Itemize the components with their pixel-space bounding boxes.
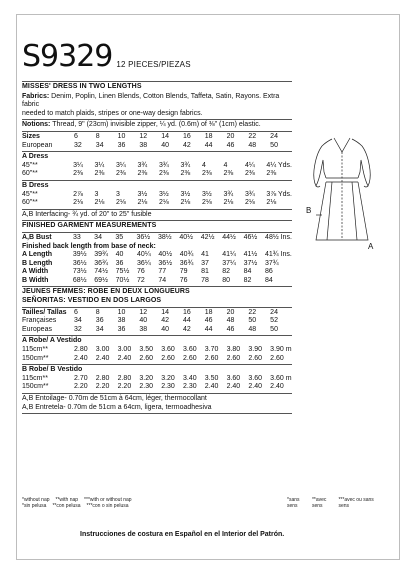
cell: 41¼: [222, 251, 236, 259]
footnote: **con pelusa: [52, 503, 81, 509]
cell: 35: [115, 233, 124, 241]
table-row: [22, 277, 292, 286]
cell: 36¼: [137, 259, 151, 267]
table-row: [22, 309, 292, 318]
cell: 2.40: [95, 354, 110, 362]
footnote: *sans sens: [287, 497, 300, 509]
divider: [22, 151, 292, 152]
cell: 74½: [94, 268, 108, 276]
length-width-table: [22, 251, 292, 285]
cell: 2⅜: [159, 170, 169, 178]
cell: 2.80: [95, 374, 110, 382]
table-row: [22, 268, 292, 277]
cell: 36½: [136, 233, 151, 241]
cell: 42½: [200, 233, 215, 241]
table-row: [22, 234, 292, 243]
fabrics-label: Fabrics:: [22, 92, 50, 100]
b-dress-heading: B Dress: [22, 181, 49, 189]
cell: 37¾: [265, 259, 279, 267]
cell: 3.20: [161, 374, 175, 382]
b-dress-table: [22, 191, 292, 208]
cell: 12: [139, 132, 148, 140]
cell: 2.60: [204, 354, 219, 362]
cell: 2.30: [182, 383, 197, 391]
cell: 22: [248, 308, 257, 316]
row-label: 45"**: [22, 161, 38, 169]
cell: 2⅛: [223, 199, 234, 207]
cell: 86: [265, 268, 273, 276]
cell: 2⅛: [116, 199, 126, 207]
divider: [22, 119, 292, 120]
cell: 44½: [222, 233, 236, 241]
entoilage-text: A,B Entoilage- 0.70m de 51cm à 64cm, léger, thermocollant: [22, 395, 207, 402]
row-label: B Length: [22, 259, 53, 267]
cell: 40¾: [179, 251, 194, 259]
divider: [22, 81, 292, 82]
cell: 2.40: [248, 383, 262, 391]
cell: 40: [161, 141, 169, 149]
table-row: [22, 317, 292, 326]
cell: 16: [182, 308, 191, 316]
divider: [22, 209, 292, 210]
cell: 81: [201, 268, 209, 276]
cell: 77: [158, 268, 167, 276]
cell: 79: [179, 268, 188, 276]
cell: 10: [117, 132, 126, 140]
cell: 24: [270, 132, 278, 140]
row-label: 150cm**: [22, 354, 49, 362]
row-label: Europeas: [22, 325, 52, 333]
cell: 34: [95, 141, 104, 149]
finished-title: FINISHED GARMENT MEASUREMENTS: [22, 222, 157, 230]
table-row: [22, 142, 292, 151]
table-row: [22, 170, 292, 179]
french-title: JEUNES FEMMES: ROBE EN DEUX LONGUEURS: [22, 288, 190, 296]
b-vestido-table: [22, 375, 292, 392]
divider: [22, 180, 292, 181]
yardage-table: [22, 133, 292, 150]
fabrics-line1: Denim, Poplin, Linen Blends, Cotton Blends, Taffeta, Satin, Rayons. Extra fabric: [22, 92, 280, 109]
divider: [22, 220, 292, 221]
cell: 36: [95, 317, 104, 325]
cell: 6: [74, 132, 78, 140]
cell: 42: [182, 141, 191, 149]
cell: 14: [161, 308, 169, 316]
cell: 2⅜: [73, 170, 83, 178]
cell: 3¾: [244, 190, 255, 198]
cell: 69½: [94, 276, 108, 284]
a-vestido-table: [22, 346, 292, 363]
row-label: B Width: [22, 276, 49, 284]
row-label: A,B Bust: [22, 233, 52, 241]
cell: 42: [182, 325, 191, 333]
row-label: 150cm**: [22, 383, 49, 391]
row-label: A Length: [22, 251, 53, 259]
table-row: [22, 260, 292, 269]
footnotes: [22, 497, 382, 509]
cell: 4: [201, 161, 206, 169]
cell: 34: [95, 325, 104, 333]
cell: 3¾: [159, 161, 169, 169]
spanish-title: SEÑORITAS: VESTIDO EN DOS LARGOS: [22, 297, 162, 305]
cell: 18: [204, 132, 213, 140]
divider: [22, 286, 292, 287]
cell: 36½: [158, 259, 173, 267]
cell: 38: [139, 325, 148, 333]
cell: 48½ Ins.: [265, 233, 292, 241]
cell: 3.80: [226, 346, 241, 354]
divider: [22, 131, 292, 132]
bust-table: [22, 234, 292, 243]
cell: 68½: [72, 276, 87, 284]
cell: 8: [95, 308, 100, 316]
pattern-number: S9329: [22, 39, 113, 74]
cell: 2.20: [95, 383, 110, 391]
cell: 3.90 m: [270, 346, 292, 354]
cell: 2.40: [117, 354, 132, 362]
cell: 2⅛: [201, 199, 212, 207]
cell: 2⅛: [266, 199, 277, 207]
cell: 46: [226, 141, 235, 149]
fabrics-text: [22, 93, 292, 119]
cell: 50: [270, 141, 278, 149]
row-label: 115cm**: [22, 374, 48, 382]
footnote: **avec sens: [311, 497, 327, 509]
cell: 46: [226, 325, 235, 333]
cell: 2⅛: [159, 199, 169, 207]
cell: 16: [182, 132, 191, 140]
cell: 32: [74, 325, 82, 333]
cell: 40¼: [137, 251, 151, 259]
cell: 3.60: [248, 374, 262, 382]
cell: 40: [161, 325, 169, 333]
cell: 76: [179, 276, 188, 284]
cell: 32: [74, 141, 82, 149]
cell: 3½: [137, 190, 148, 198]
view-a-label: A: [368, 242, 374, 251]
cell: 3.40: [182, 374, 197, 382]
cell: 3.50: [204, 374, 219, 382]
cell: 4¼ Yds.: [266, 161, 292, 169]
cell: 2⅜: [201, 170, 212, 178]
cell: 2⅞: [73, 190, 83, 198]
fabrics-line2: needed to match plaids, stripes or one-way design fabrics.: [22, 109, 203, 117]
cell: 2.60: [139, 354, 154, 362]
table-row: [22, 326, 292, 335]
cell: 4¼: [244, 161, 255, 169]
cell: 75½: [115, 268, 130, 276]
cell: 74: [158, 276, 167, 284]
cell: 41¾ Ins.: [265, 251, 292, 259]
back-length-heading: Finished back length from base of neck:: [22, 242, 156, 250]
cell: 34: [74, 317, 82, 325]
cell: 3.60 m: [270, 374, 292, 382]
cell: 2.60: [161, 354, 175, 362]
cell: 36: [117, 141, 126, 149]
cell: 3½: [201, 190, 212, 198]
cell: 84: [265, 276, 273, 284]
footnote: *without nap: [22, 497, 50, 503]
cell: 3.60: [161, 346, 175, 354]
cell: 2⅜: [266, 170, 277, 178]
footnote: ***with or without nap: [84, 497, 132, 503]
cell: 2.30: [161, 383, 175, 391]
cell: 3¼: [116, 161, 126, 169]
cell: 39¾: [94, 251, 108, 259]
cell: 3¼: [73, 161, 83, 169]
row-label: 45"**: [22, 190, 38, 198]
european-label: European: [22, 141, 53, 149]
cell: 44: [182, 317, 191, 325]
cell: 70½: [115, 276, 130, 284]
cell: 36: [117, 325, 126, 333]
cell: 2.80: [117, 374, 132, 382]
footnote: **with nap: [55, 497, 79, 503]
divider: [22, 393, 292, 394]
cell: 2.60: [270, 354, 284, 362]
cell: 36¾: [94, 259, 108, 267]
cell: 2.40: [226, 383, 241, 391]
notions-value: Thread, 9" (23cm) invisible zipper, ¼ yd. (0.6m) of ⅜" (1cm) elastic.: [50, 121, 261, 129]
cell: 3.70: [204, 346, 219, 354]
divider: [22, 232, 292, 233]
divider: [22, 335, 292, 336]
cell: 2⅜: [223, 170, 234, 178]
a-dress-heading: A Dress: [22, 153, 49, 161]
cell: 2⅛: [180, 199, 191, 207]
cell: 44: [204, 325, 213, 333]
cell: 39½: [72, 251, 87, 259]
footnote-row-fr: [287, 497, 382, 509]
cell: 3¾: [223, 190, 234, 198]
row-label: A Width: [22, 268, 49, 276]
row-label: 60"**: [22, 199, 38, 207]
dress-sketch-icon: [292, 130, 392, 250]
cell: 2⅜: [94, 170, 105, 178]
cell: 48: [248, 141, 257, 149]
cell: 38½: [157, 233, 172, 241]
table-row: [22, 251, 292, 260]
dress-illustration: [292, 130, 392, 250]
cell: 2.40: [74, 354, 88, 362]
cell: 3.50: [139, 346, 154, 354]
cell: 2.80: [74, 346, 88, 354]
cell: 3: [116, 190, 120, 198]
divider: [22, 307, 292, 308]
cell: 3.20: [139, 374, 154, 382]
table-row: [22, 355, 292, 364]
cell: 3.60: [182, 346, 197, 354]
cell: 84: [243, 268, 252, 276]
cell: 40: [115, 251, 124, 259]
cell: 3: [94, 190, 99, 198]
cell: 20: [226, 308, 235, 316]
cell: 18: [204, 308, 213, 316]
row-label: 60"**: [22, 170, 38, 178]
footnote: ***avec ou sans sens: [338, 497, 374, 509]
cell: 2.40: [270, 383, 284, 391]
a-dress-table: [22, 162, 292, 179]
view-b-label: B: [306, 206, 312, 215]
cell: 3¾: [137, 161, 148, 169]
cell: 41: [201, 251, 209, 259]
cell: 3¼: [94, 161, 105, 169]
cell: 2⅛: [137, 199, 148, 207]
table-row: [22, 383, 292, 392]
cell: 36: [115, 259, 124, 267]
cell: 82: [222, 268, 231, 276]
cell: 40½: [158, 251, 173, 259]
table-row: [22, 162, 292, 171]
cell: 24: [270, 308, 278, 316]
cell: 38: [117, 317, 126, 325]
footnote: *sin pelusa: [22, 503, 47, 509]
cell: 73½: [72, 268, 87, 276]
cell: 3½: [180, 190, 191, 198]
cell: 4: [223, 161, 228, 169]
cell: 40: [139, 317, 148, 325]
cell: 10: [117, 308, 126, 316]
footnote: ***con o sin pelusa: [86, 503, 129, 509]
cell: 2⅛: [244, 199, 255, 207]
row-label: 115cm**: [22, 346, 48, 354]
cell: 78: [201, 276, 209, 284]
spanish-instructions-note: Instrucciones de costura en Español en el Interior del Patrón.: [80, 531, 285, 538]
cell: 2.30: [139, 383, 154, 391]
notions-label: Notions:: [22, 121, 51, 129]
cell: 12: [139, 308, 148, 316]
cell: 14: [161, 132, 169, 140]
cell: 42: [161, 317, 169, 325]
row-label: Françaises: [22, 317, 57, 325]
b-vestido-heading: B Robe/ B Vestido: [22, 366, 83, 374]
cell: 22: [248, 132, 257, 140]
cell: 36¾: [179, 259, 194, 267]
cell: 2.20: [74, 383, 88, 391]
pieces-count: 12 PIECES/PIEZAS: [116, 60, 191, 69]
dress-title: MISSES' DRESS IN TWO LENGTHS: [22, 83, 142, 90]
table-row: [22, 133, 292, 142]
cell: 50: [248, 317, 257, 325]
cell: 33: [73, 233, 81, 241]
sizes-label: Sizes: [22, 132, 40, 140]
cell: 3⅞ Yds.: [266, 190, 292, 198]
notions-text: [22, 121, 292, 130]
cell: 37½: [243, 259, 258, 267]
cell: 3¾: [180, 161, 191, 169]
cell: 46½: [243, 233, 258, 241]
cell: 2.20: [117, 383, 132, 391]
cell: 2.60: [248, 354, 262, 362]
cell: 2⅜: [137, 170, 148, 178]
metric-sizes-table: [22, 309, 292, 335]
divider: [22, 413, 292, 414]
cell: 37: [201, 259, 209, 267]
entretela-text: A,B Entretela- 0.70m de 51cm a 64cm, ligera, termoadhesiva: [22, 403, 212, 411]
main-content: [22, 80, 292, 415]
cell: 3½: [159, 190, 169, 198]
cell: 37¼: [222, 259, 236, 267]
table-row: [22, 199, 292, 208]
cell: 3.00: [95, 346, 110, 354]
cell: 3.60: [226, 374, 241, 382]
cell: 2.60: [226, 354, 241, 362]
divider: [22, 364, 292, 365]
cell: 48: [226, 317, 235, 325]
cell: 52: [270, 317, 278, 325]
cell: 72: [137, 276, 145, 284]
interfacing-text: A,B Interfacing- ¾ yd. of 20" to 25" fusible: [22, 210, 152, 218]
cell: 80: [222, 276, 231, 284]
cell: 38: [139, 141, 148, 149]
cell: 2.40: [204, 383, 219, 391]
cell: 82: [243, 276, 252, 284]
cell: 46: [204, 317, 213, 325]
cell: 34: [94, 233, 102, 241]
cell: 8: [95, 132, 100, 140]
cell: 44: [204, 141, 213, 149]
cell: 2⅜: [244, 170, 255, 178]
cell: 2⅜: [116, 170, 126, 178]
table-row: [22, 346, 292, 355]
table-row: [22, 375, 292, 384]
cell: 48: [248, 325, 257, 333]
cell: 50: [270, 325, 278, 333]
a-vestido-heading: A Robe/ A Vestido: [22, 337, 82, 345]
cell: 41½: [243, 251, 258, 259]
cell: 2⅜: [180, 170, 191, 178]
row-label: Tailles/ Tallas: [22, 308, 67, 316]
cell: 36½: [72, 259, 87, 267]
cell: 20: [226, 132, 235, 140]
cell: 6: [74, 308, 78, 316]
cell: 40½: [179, 233, 193, 241]
header: [22, 39, 191, 74]
table-row: [22, 191, 292, 200]
cell: 2.60: [182, 354, 197, 362]
cell: 3.00: [117, 346, 132, 354]
cell: 3.90: [248, 346, 262, 354]
cell: 2⅛: [94, 199, 105, 207]
cell: 76: [137, 268, 145, 276]
cell: 2.70: [74, 374, 88, 382]
cell: 2⅛: [73, 199, 83, 207]
